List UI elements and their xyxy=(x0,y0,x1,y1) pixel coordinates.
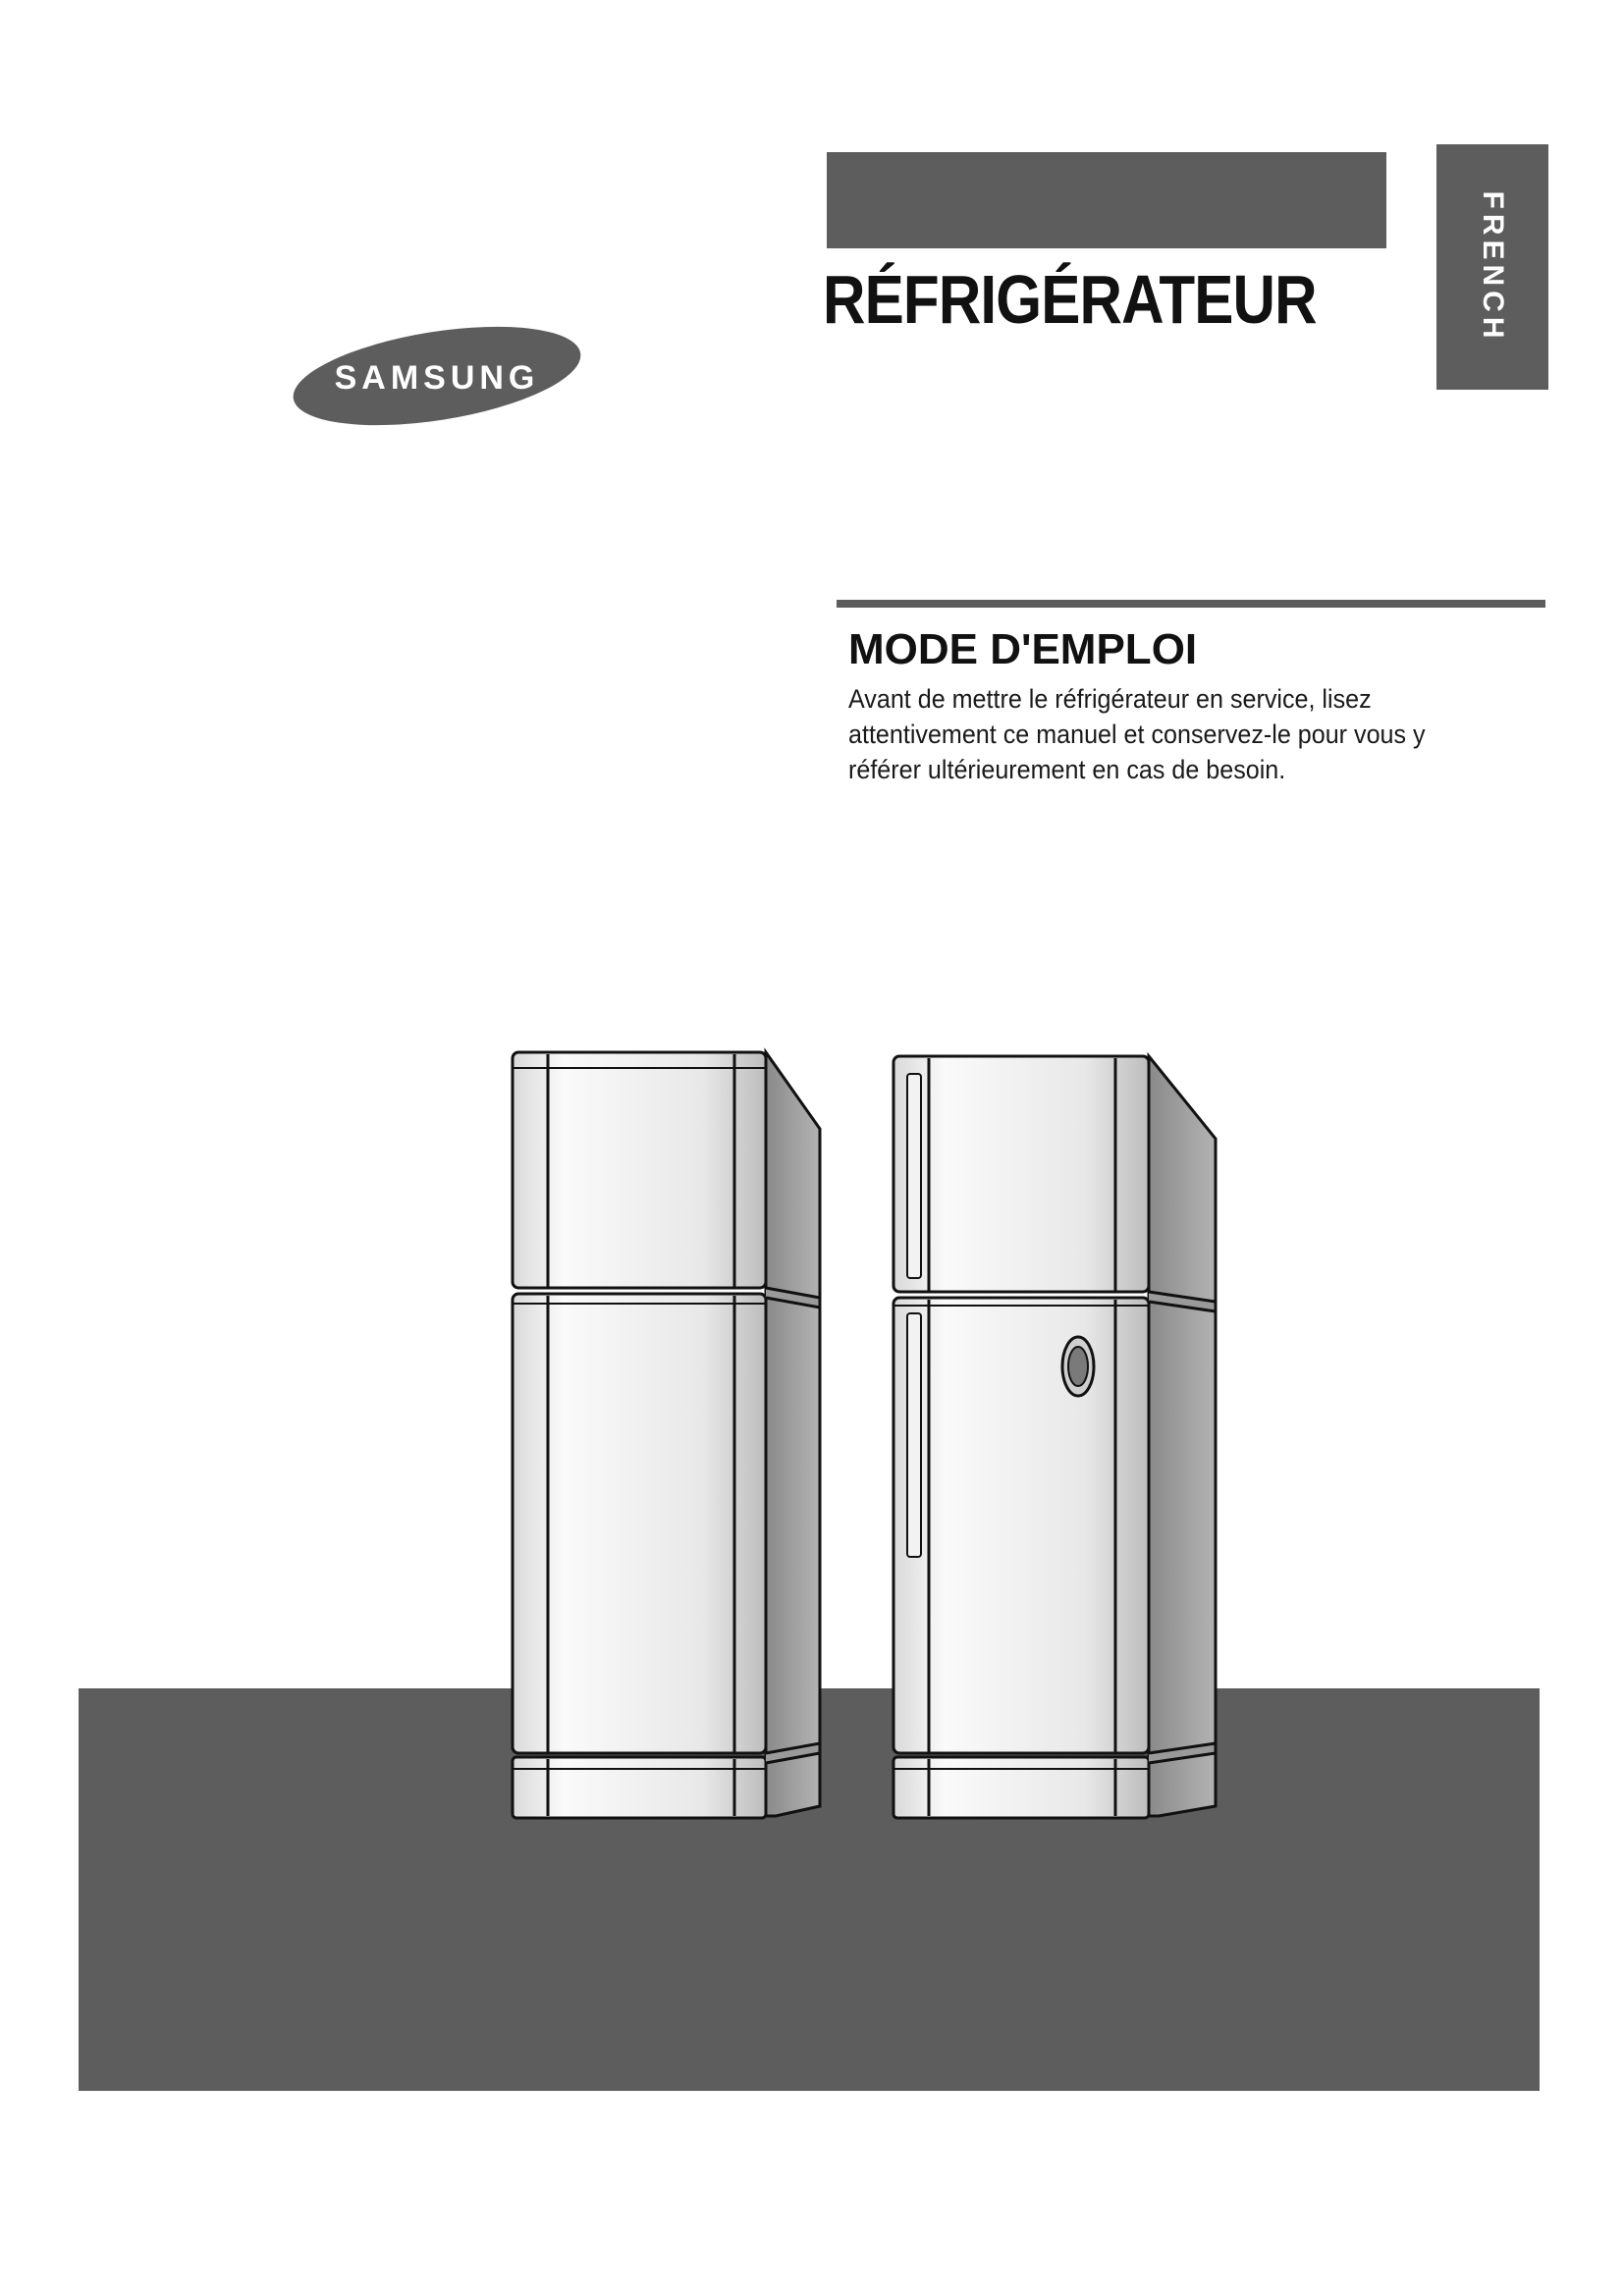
intro-line: Avant de mettre le réfrigérateur en service, lisez xyxy=(848,684,1372,714)
language-tab xyxy=(1436,144,1548,390)
language-label: FRENCH xyxy=(1477,190,1509,344)
samsung-logo xyxy=(290,324,584,428)
left-refrigerator xyxy=(513,1052,820,1818)
document-title: RÉFRIGÉRATEUR xyxy=(823,261,1317,338)
intro-paragraph xyxy=(848,681,1426,787)
intro-line: référer ultérieurement en cas de besoin. xyxy=(848,755,1286,784)
right-refrigerator xyxy=(893,1056,1216,1818)
header-bar xyxy=(827,152,1386,248)
logo-text: SAMSUNG xyxy=(334,359,540,397)
section-rule xyxy=(837,600,1545,608)
intro-line: attentivement ce manuel et conservez-le pour vous y xyxy=(848,720,1426,749)
two-refrigerators-illustration xyxy=(491,1041,1237,1826)
section-title: MODE D'EMPLOI xyxy=(848,625,1198,673)
